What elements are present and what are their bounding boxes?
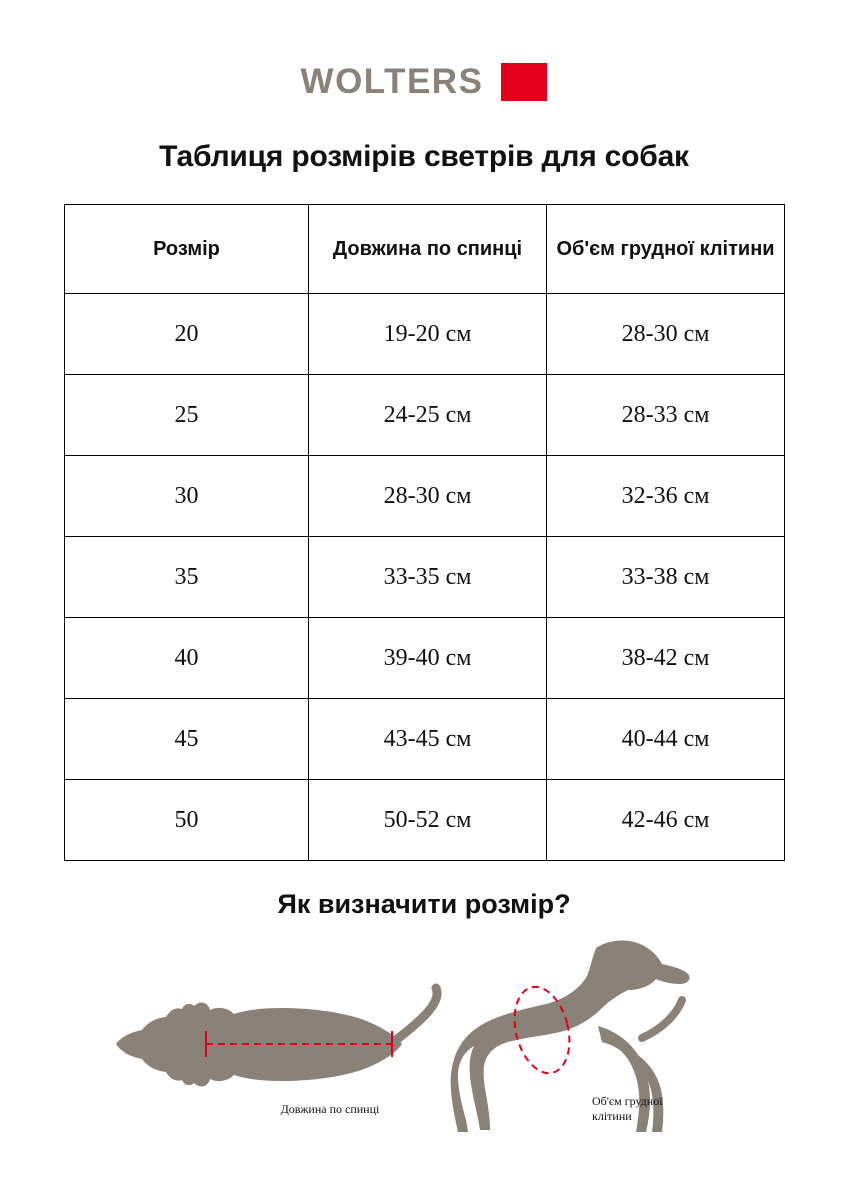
measurement-illustration (0, 934, 848, 1184)
brand-logo (0, 0, 848, 102)
table-row (65, 375, 785, 456)
howto-title: Як визначити розмір? (277, 889, 571, 919)
cell-size: 25 (65, 375, 309, 456)
cell-size: 50 (65, 780, 309, 861)
dog-top-view-icon (96, 982, 466, 1102)
column-header-size: Розмір (65, 205, 309, 294)
table-row (65, 699, 785, 780)
cell-chest-girth: 38-42 см (547, 618, 785, 699)
cell-back-length: 28-30 см (309, 456, 547, 537)
size-table (64, 204, 785, 861)
cell-back-length: 39-40 см (309, 618, 547, 699)
cell-size: 35 (65, 537, 309, 618)
brand-wordmark: WOLTERS (300, 62, 484, 101)
table-row (65, 537, 785, 618)
cell-back-length: 33-35 см (309, 537, 547, 618)
cell-chest-girth: 42-46 см (547, 780, 785, 861)
cell-size: 45 (65, 699, 309, 780)
cell-chest-girth: 28-30 см (547, 294, 785, 375)
caption-chest-girth: Об'єм грудної клітини (592, 1094, 663, 1123)
table-row (65, 780, 785, 861)
cell-chest-girth: 33-38 см (547, 537, 785, 618)
table-row (65, 618, 785, 699)
table-header-row (65, 205, 785, 294)
table-row (65, 294, 785, 375)
cell-back-length: 19-20 см (309, 294, 547, 375)
cell-size: 40 (65, 618, 309, 699)
column-header-back-length: Довжина по спинці (309, 205, 547, 294)
brand-square-icon (501, 63, 547, 101)
cell-size: 30 (65, 456, 309, 537)
column-header-chest-girth: Об'єм грудної клітини (547, 205, 785, 294)
cell-back-length: 24-25 см (309, 375, 547, 456)
page-title: Таблиця розмірів светрів для собак (159, 140, 689, 173)
cell-chest-girth: 40-44 см (547, 699, 785, 780)
caption-back-length: Довжина по спинці (280, 1102, 380, 1116)
table-row (65, 456, 785, 537)
cell-chest-girth: 28-33 см (547, 375, 785, 456)
cell-back-length: 50-52 см (309, 780, 547, 861)
size-table-container (64, 204, 784, 861)
cell-chest-girth: 32-36 см (547, 456, 785, 537)
cell-back-length: 43-45 см (309, 699, 547, 780)
cell-size: 20 (65, 294, 309, 375)
